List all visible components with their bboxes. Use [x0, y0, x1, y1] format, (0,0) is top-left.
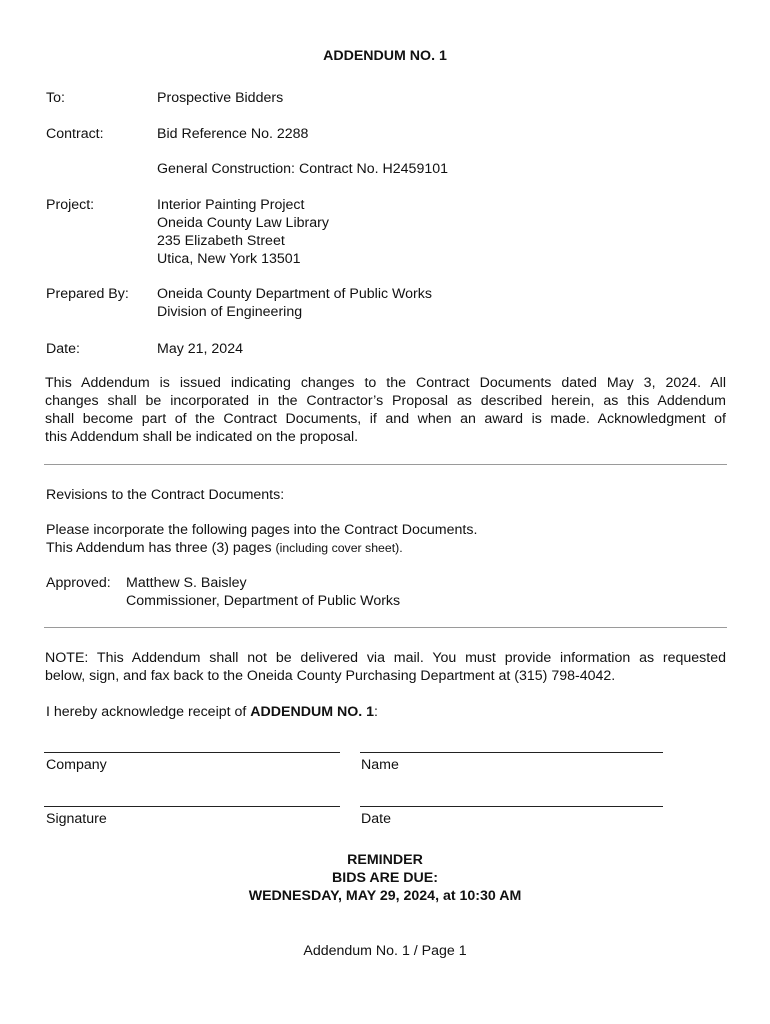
project-label: Project: — [46, 197, 95, 213]
date-value: May 21, 2024 — [157, 341, 243, 357]
note-paragraph — [45, 649, 726, 685]
date-field-label: Date — [361, 811, 391, 827]
document-title: ADDENDUM NO. 1 — [323, 48, 447, 64]
contract-label: Contract: — [46, 126, 104, 142]
pages-line — [46, 539, 403, 557]
intro-line: this Addendum shall be indicated on the proposal. — [45, 429, 359, 445]
company-field-label: Company — [46, 757, 107, 773]
page-footer: Addendum No. 1 / Page 1 — [303, 943, 467, 959]
approved-title: Commissioner, Department of Public Works — [126, 593, 401, 609]
ack-suffix: : — [374, 704, 378, 720]
project-line: 235 Elizabeth Street — [157, 233, 285, 249]
intro-paragraph — [45, 374, 726, 446]
date-label: Date: — [46, 341, 80, 357]
reminder-heading: REMINDER — [347, 852, 423, 868]
note-line: below, sign, and fax back to the Oneida County Purchasing Department at (315) 798-4042. — [45, 668, 616, 684]
date-signature-line[interactable] — [360, 806, 663, 807]
approved-name: Matthew S. Baisley — [126, 575, 247, 591]
project-line: Interior Painting Project — [157, 197, 305, 213]
pages-note: (including cover sheet). — [275, 541, 403, 555]
section-divider — [44, 627, 727, 628]
acknowledgment-statement — [46, 703, 378, 721]
prepared-by-line: Division of Engineering — [157, 304, 303, 320]
project-line: Utica, New York 13501 — [157, 251, 301, 267]
name-field-label: Name — [361, 757, 399, 773]
signature-field-label: Signature — [46, 811, 107, 827]
prepared-by-label: Prepared By: — [46, 286, 129, 302]
contract-bid-reference: Bid Reference No. 2288 — [157, 126, 309, 142]
intro-line: This Addendum is issued indicating changes to the Contract Documents dated May 3, 2024. All — [45, 375, 726, 391]
signature-line[interactable] — [44, 806, 340, 807]
intro-line: shall become part of the Contract Documents, if and when an award is made. Acknowledgment of — [45, 411, 726, 427]
project-line: Oneida County Law Library — [157, 215, 329, 231]
to-label: To: — [46, 90, 65, 106]
note-line: NOTE: This Addendum shall not be delivered via mail. You must provide information as requested — [45, 650, 726, 666]
section-divider — [44, 464, 727, 465]
approved-label: Approved: — [46, 575, 111, 591]
incorporate-line: Please incorporate the following pages into the Contract Documents. — [46, 522, 478, 538]
name-signature-line[interactable] — [360, 752, 663, 753]
contract-number: General Construction: Contract No. H2459101 — [157, 161, 449, 177]
bids-due-label: BIDS ARE DUE: — [332, 870, 438, 886]
pages-count-text: This Addendum has three (3) pages — [46, 540, 272, 556]
ack-addendum-number: ADDENDUM NO. 1 — [250, 704, 375, 720]
company-signature-line[interactable] — [44, 752, 340, 753]
to-value: Prospective Bidders — [157, 90, 284, 106]
bids-due-date: WEDNESDAY, MAY 29, 2024, at 10:30 AM — [248, 888, 522, 904]
revisions-heading: Revisions to the Contract Documents: — [46, 487, 285, 503]
prepared-by-line: Oneida County Department of Public Works — [157, 286, 432, 302]
intro-line: changes shall be incorporated in the Contractor’s Proposal as described herein, as this Addendum — [45, 393, 726, 409]
ack-prefix: I hereby acknowledge receipt of — [46, 704, 251, 720]
